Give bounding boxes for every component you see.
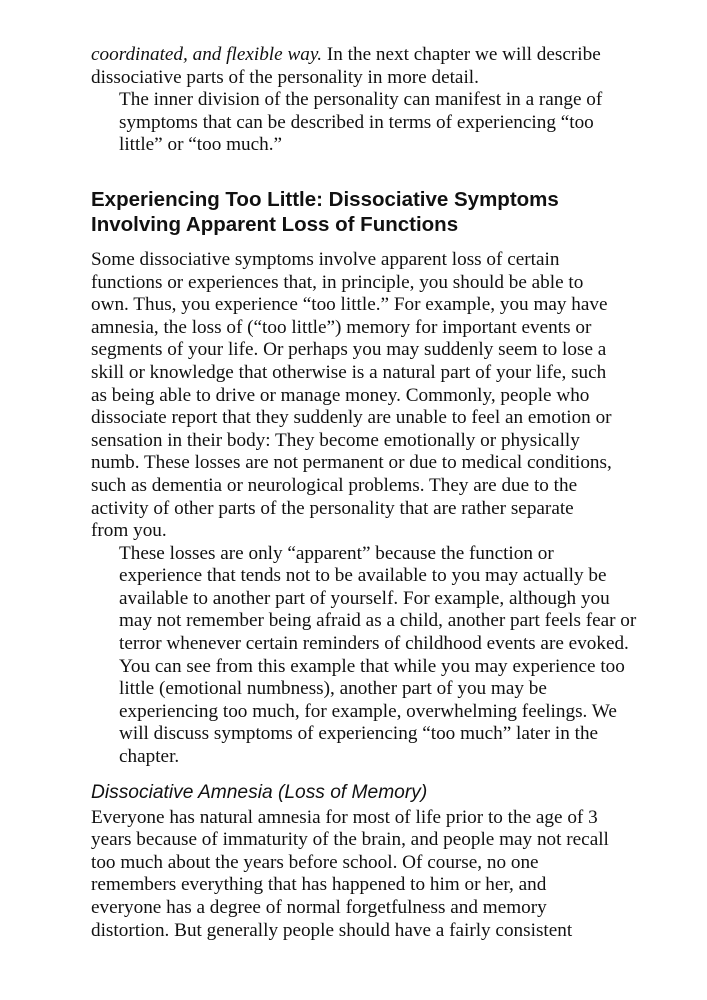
- paragraph-apparent-losses: [91, 542, 637, 769]
- paragraph-natural-amnesia: [91, 807, 621, 943]
- text-line: years because of immaturity of the brain, and people may not recall: [91, 829, 609, 851]
- text-line: experiencing too much, for example, overwhelming feelings. We: [119, 700, 617, 722]
- text-line: activity of other parts of the personality that are rather separate: [91, 497, 574, 519]
- text-line: Some dissociative symptoms involve apparent loss of certain: [91, 248, 560, 270]
- text-line: little (emotional numbness), another part of you may be: [119, 678, 547, 700]
- text-line-rest: In the next chapter we will describe: [322, 44, 601, 65]
- text-line: dissociate report that they suddenly are unable to feel an emotion or: [91, 407, 612, 429]
- text-line: distortion. But generally people should have a fairly consistent: [91, 919, 573, 941]
- text-line: These losses are only “apparent” because the function or: [119, 542, 554, 564]
- heading-line: Experiencing Too Little: Dissociative Symptoms: [91, 187, 559, 211]
- paragraph-intro-continuation: [91, 44, 621, 89]
- section-heading-too-little: [91, 187, 621, 237]
- text-line: own. Thus, you experience “too little.” For example, you may have: [91, 294, 608, 316]
- text-line: numb. These losses are not permanent or due to medical conditions,: [91, 452, 612, 474]
- text-line: The inner division of the personality can manifest in a range of: [119, 89, 603, 111]
- text-line: as being able to drive or manage money. Commonly, people who: [91, 384, 590, 406]
- text-line: available to another part of yourself. For example, although you: [119, 587, 610, 609]
- text-line: little” or “too much.”: [119, 134, 283, 156]
- subsection-heading-amnesia: Dissociative Amnesia (Loss of Memory): [91, 781, 428, 803]
- paragraph-inner-division: [91, 89, 621, 157]
- text-line: dissociative parts of the personality in more detail.: [91, 66, 479, 88]
- text-line: too much about the years before school. Of course, no one: [91, 851, 539, 873]
- text-line: will discuss symptoms of experiencing “too much” later in the: [119, 723, 599, 745]
- text-line: sensation in their body: They become emotionally or physically: [91, 429, 580, 451]
- text-line: symptoms that can be described in terms of experiencing “too: [119, 111, 594, 133]
- text-line: Everyone has natural amnesia for most of life prior to the age of 3: [91, 806, 598, 828]
- text-line: functions or experiences that, in principle, you should be able to: [91, 271, 584, 293]
- text-line: You can see from this example that while you may experience too: [119, 655, 625, 677]
- text-line: terror whenever certain reminders of childhood events are evoked.: [119, 633, 629, 655]
- text-line: may not remember being afraid as a child, another part feels fear or: [119, 610, 637, 632]
- text-line: segments of your life. Or perhaps you may suddenly seem to lose a: [91, 339, 607, 361]
- italic-lead-phrase: coordinated, and flexible way.: [91, 44, 323, 65]
- text-line: chapter.: [119, 746, 180, 768]
- text-line: experience that tends not to be available to you may actually be: [119, 565, 607, 587]
- heading-line: Involving Apparent Loss of Functions: [91, 212, 459, 236]
- text-line: skill or knowledge that otherwise is a natural part of your life, such: [91, 361, 607, 383]
- text-line: everyone has a degree of normal forgetfulness and memory: [91, 897, 547, 918]
- paragraph-loss-of-functions: [91, 249, 621, 543]
- text-line: such as dementia or neurological problems. They are due to the: [91, 474, 578, 496]
- text-column: [91, 44, 637, 942]
- text-line: [91, 44, 621, 67]
- text-line: remembers everything that has happened to him or her, and: [91, 874, 547, 896]
- text-line: amnesia, the loss of (“too little”) memory for important events or: [91, 316, 592, 338]
- text-line: from you.: [91, 520, 167, 542]
